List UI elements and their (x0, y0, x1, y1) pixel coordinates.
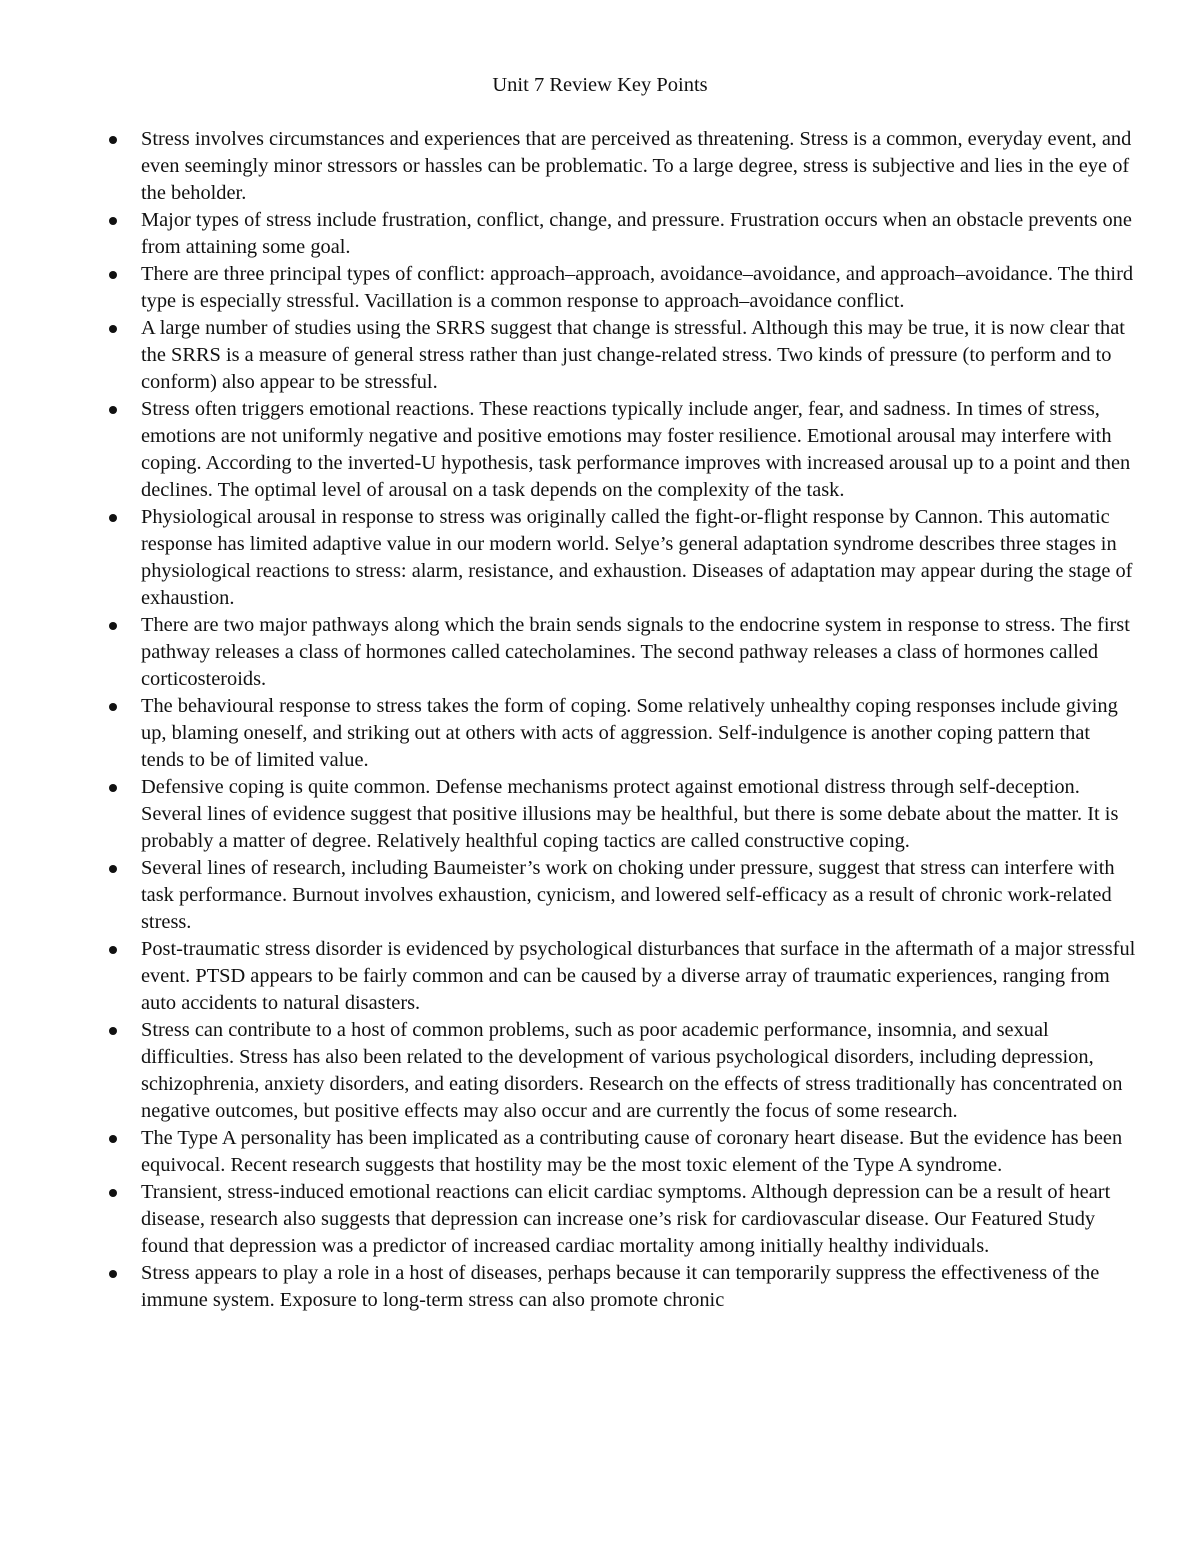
key-point-text: A large number of studies using the SRRS suggest that change is stressful. Although this may be true, it is now clear that the SRRS is a measure of general stress rather than just change-related stress. Two kinds of pressure (to perform and to conform) also appear to be stressful. (141, 317, 1125, 393)
key-point-text: Defensive coping is quite common. Defense mechanisms protect against emotional distress through self-deception. Several lines of evidence suggest that positive illusions may be healthful, but there is some debate about the matter. It is probably a matter of degree. Relatively healthful coping tactics are called constructive coping. (141, 776, 1119, 852)
bullet-icon (109, 946, 117, 954)
key-point-text: Stress involves circumstances and experiences that are perceived as threatening. Stress is a common, everyday event, and even seemingly minor stressors or hassles can be problematic. To a large degree, stress is subjective and lies in the eye of the beholder. (141, 128, 1132, 204)
key-point-text: Post-traumatic stress disorder is evidenced by psychological disturbances that surface in the aftermath of a major stressful event. PTSD appears to be fairly common and can be caused by a diverse array of traumatic experiences, ranging from auto accidents to natural disasters. (141, 938, 1136, 1014)
bullet-icon (109, 1135, 117, 1143)
key-point-text: There are two major pathways along which the brain sends signals to the endocrine system in response to stress. The first pathway releases a class of hormones called catecholamines. The second pathway releases a class of hormones called corticosteroids. (141, 614, 1130, 690)
bullet-icon (109, 271, 117, 279)
key-point-item (141, 693, 1136, 774)
bullet-icon (109, 1189, 117, 1197)
key-point-text: Major types of stress include frustration, conflict, change, and pressure. Frustration occurs when an obstacle prevents one from attaining some goal. (141, 209, 1132, 258)
key-point-text: The Type A personality has been implicated as a contributing cause of coronary heart disease. But the evidence has been equivocal. Recent research suggests that hostility may be the most toxic element of the Type A syndrome. (141, 1127, 1123, 1176)
bullet-icon (109, 865, 117, 873)
key-point-item (141, 936, 1136, 1017)
key-point-text: Physiological arousal in response to stress was originally called the fight-or-flight response by Cannon. This automatic response has limited adaptive value in our modern world. Selye’s general adaptation syndrome describes three stages in physiological reactions to stress: alarm, resistance, and exhaustion. Diseases of adaptation may appear during the stage of exhaustion. (141, 506, 1133, 609)
bullet-icon (109, 136, 117, 144)
key-point-item (141, 612, 1136, 693)
bullet-icon (109, 1270, 117, 1278)
key-point-item (141, 1017, 1136, 1125)
key-point-text: Transient, stress-induced emotional reactions can elicit cardiac symptoms. Although depression can be a result of heart disease, research also suggests that depression can increase one’s risk for cardiovascular disease. Our Featured Study found that depression was a predictor of increased cardiac mortality among initially healthy individuals. (141, 1181, 1111, 1257)
page-title: Unit 7 Review Key Points (492, 74, 708, 96)
bullet-icon (109, 406, 117, 414)
key-point-item (141, 396, 1136, 504)
bullet-icon (109, 622, 117, 630)
key-point-item (141, 1260, 1136, 1314)
key-point-text: Several lines of research, including Baumeister’s work on choking under pressure, suggest that stress can interfere with task performance. Burnout involves exhaustion, cynicism, and lowered self-efficacy as a result of chronic work-related stress. (141, 857, 1115, 933)
key-point-item (141, 774, 1136, 855)
key-point-item (141, 504, 1136, 612)
key-point-item (141, 126, 1136, 207)
key-point-item (141, 315, 1136, 396)
key-point-item (141, 207, 1136, 261)
key-point-text: Stress can contribute to a host of common problems, such as poor academic performance, insomnia, and sexual difficulties. Stress has also been related to the development of various psychological disorders, including depression, schizophrenia, anxiety disorders, and eating disorders. Research on the effects of stress traditionally has concentrated on negative outcomes, but positive effects may also occur and are currently the focus of some research. (141, 1019, 1123, 1122)
bullet-icon (109, 325, 117, 333)
key-point-item (141, 1125, 1136, 1179)
key-point-text: The behavioural response to stress takes the form of coping. Some relatively unhealthy coping responses include giving up, blaming oneself, and striking out at others with acts of aggression. Self-indulgence is another coping pattern that tends to be of limited value. (141, 695, 1118, 771)
key-points-list (141, 126, 1136, 1314)
bullet-icon (109, 217, 117, 225)
bullet-icon (109, 514, 117, 522)
bullet-icon (109, 784, 117, 792)
bullet-icon (109, 1027, 117, 1035)
bullet-icon (109, 703, 117, 711)
key-point-text: Stress often triggers emotional reactions. These reactions typically include anger, fear, and sadness. In times of stress, emotions are not uniformly negative and positive emotions may foster resilience. Emotional arousal may interfere with coping. According to the inverted-U hypothesis, task performance improves with increased arousal up to a point and then declines. The optimal level of arousal on a task depends on the complexity of the task. (141, 398, 1131, 501)
key-point-item (141, 1179, 1136, 1260)
key-point-item (141, 261, 1136, 315)
key-point-item (141, 855, 1136, 936)
key-point-text: There are three principal types of conflict: approach–approach, avoidance–avoidance, and approach–avoidance. The third type is especially stressful. Vacillation is a common response to approach–avoidance conflict. (141, 263, 1134, 312)
key-point-text: Stress appears to play a role in a host of diseases, perhaps because it can temporarily suppress the effectiveness of the immune system. Exposure to long-term stress can also promote chronic (141, 1262, 1100, 1311)
